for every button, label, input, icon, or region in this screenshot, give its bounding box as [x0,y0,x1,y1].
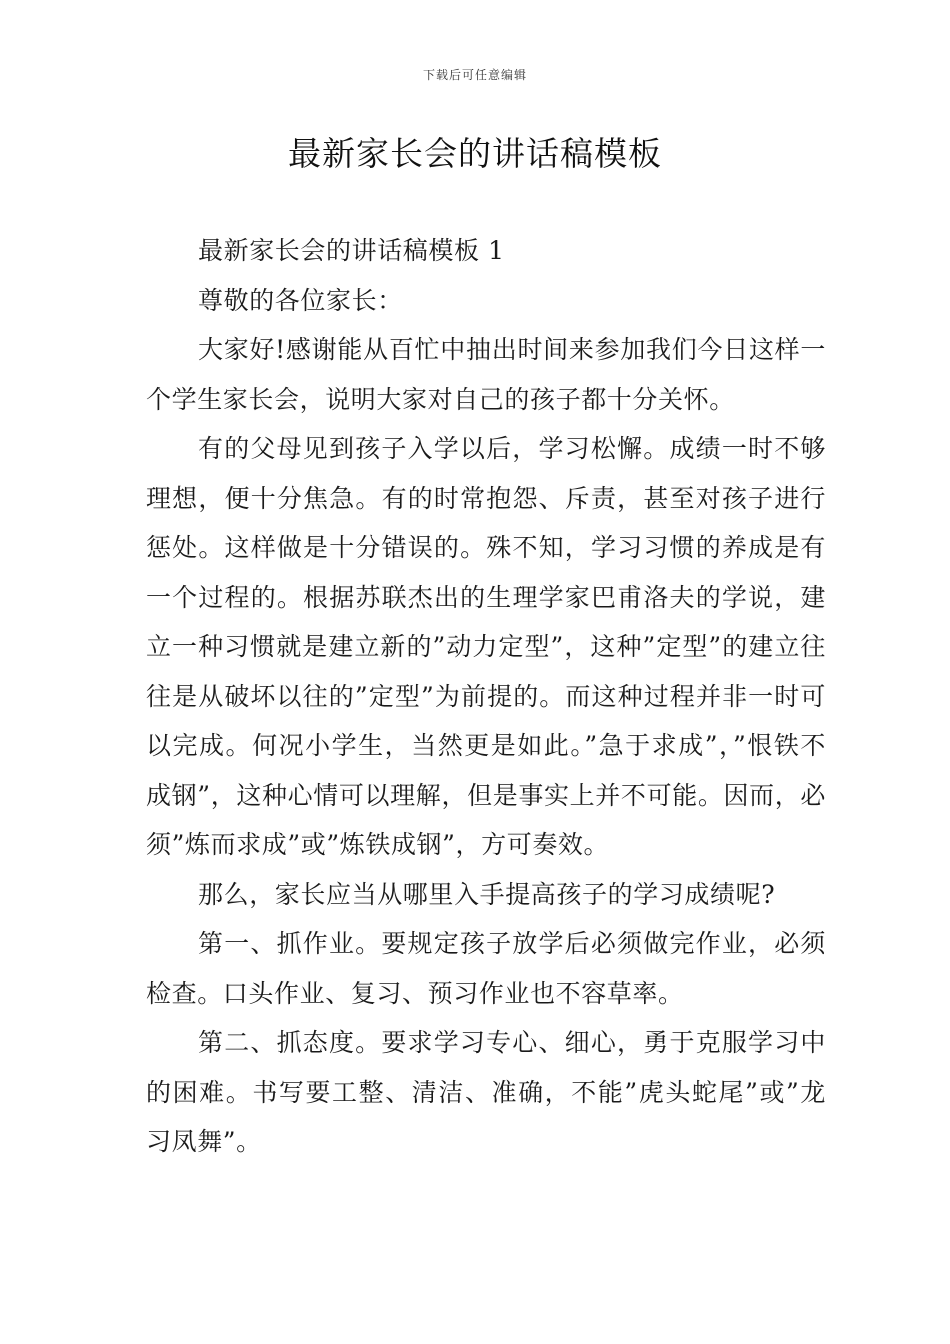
salutation: 尊敬的各位家长： [198,285,403,315]
body-paragraph: 那么，家长应当从哪里入手提高孩子的学习成绩呢? [198,879,776,909]
body-paragraph: 大家好!感谢能从百忙中抽出时间来参加我们今日这样一个学生家长会，说明大家对自己的孩子都十分关怀。 [146,335,826,414]
section-heading: 最新家长会的讲话稿模板 1 [198,236,505,265]
body-paragraph: 有的父母见到孩子入学以后，学习松懈。成绩一时不够理想，便十分焦急。有的时常抱怨、斥责，甚至对孩子进行惩处。这样做是十分错误的。殊不知，学习习惯的养成是有一个过程的。根据苏联杰出的生理学家巴甫洛夫的学说，建立一种习惯就是建立新的”动力定型”，这种”定型”的建立往往是从破坏以往的”定型”为前提的。而这种过程并非一时可以完成。何况小学生，当然更是如此。”急于求成”，”恨铁不成钢”，这种心情可以理解，但是事实上并不可能。因而，必须”炼而求成”或”炼铁成钢”，方可奏效。 [146,434,826,859]
body-paragraph: 第一、抓作业。要规定孩子放学后必须做完作业，必须检查。口头作业、复习、预习作业也不容草率。 [146,929,826,1008]
header-note: 下载后可任意编辑 [422,68,527,82]
body-paragraph: 第二、抓态度。要求学习专心、细心，勇于克服学习中的困难。书写要工整、清洁、准确，不能”虎头蛇尾”或”龙习凤舞”。 [146,1028,826,1156]
document-title: 最新家长会的讲话稿模板 [288,134,662,173]
document-body [146,226,826,1167]
